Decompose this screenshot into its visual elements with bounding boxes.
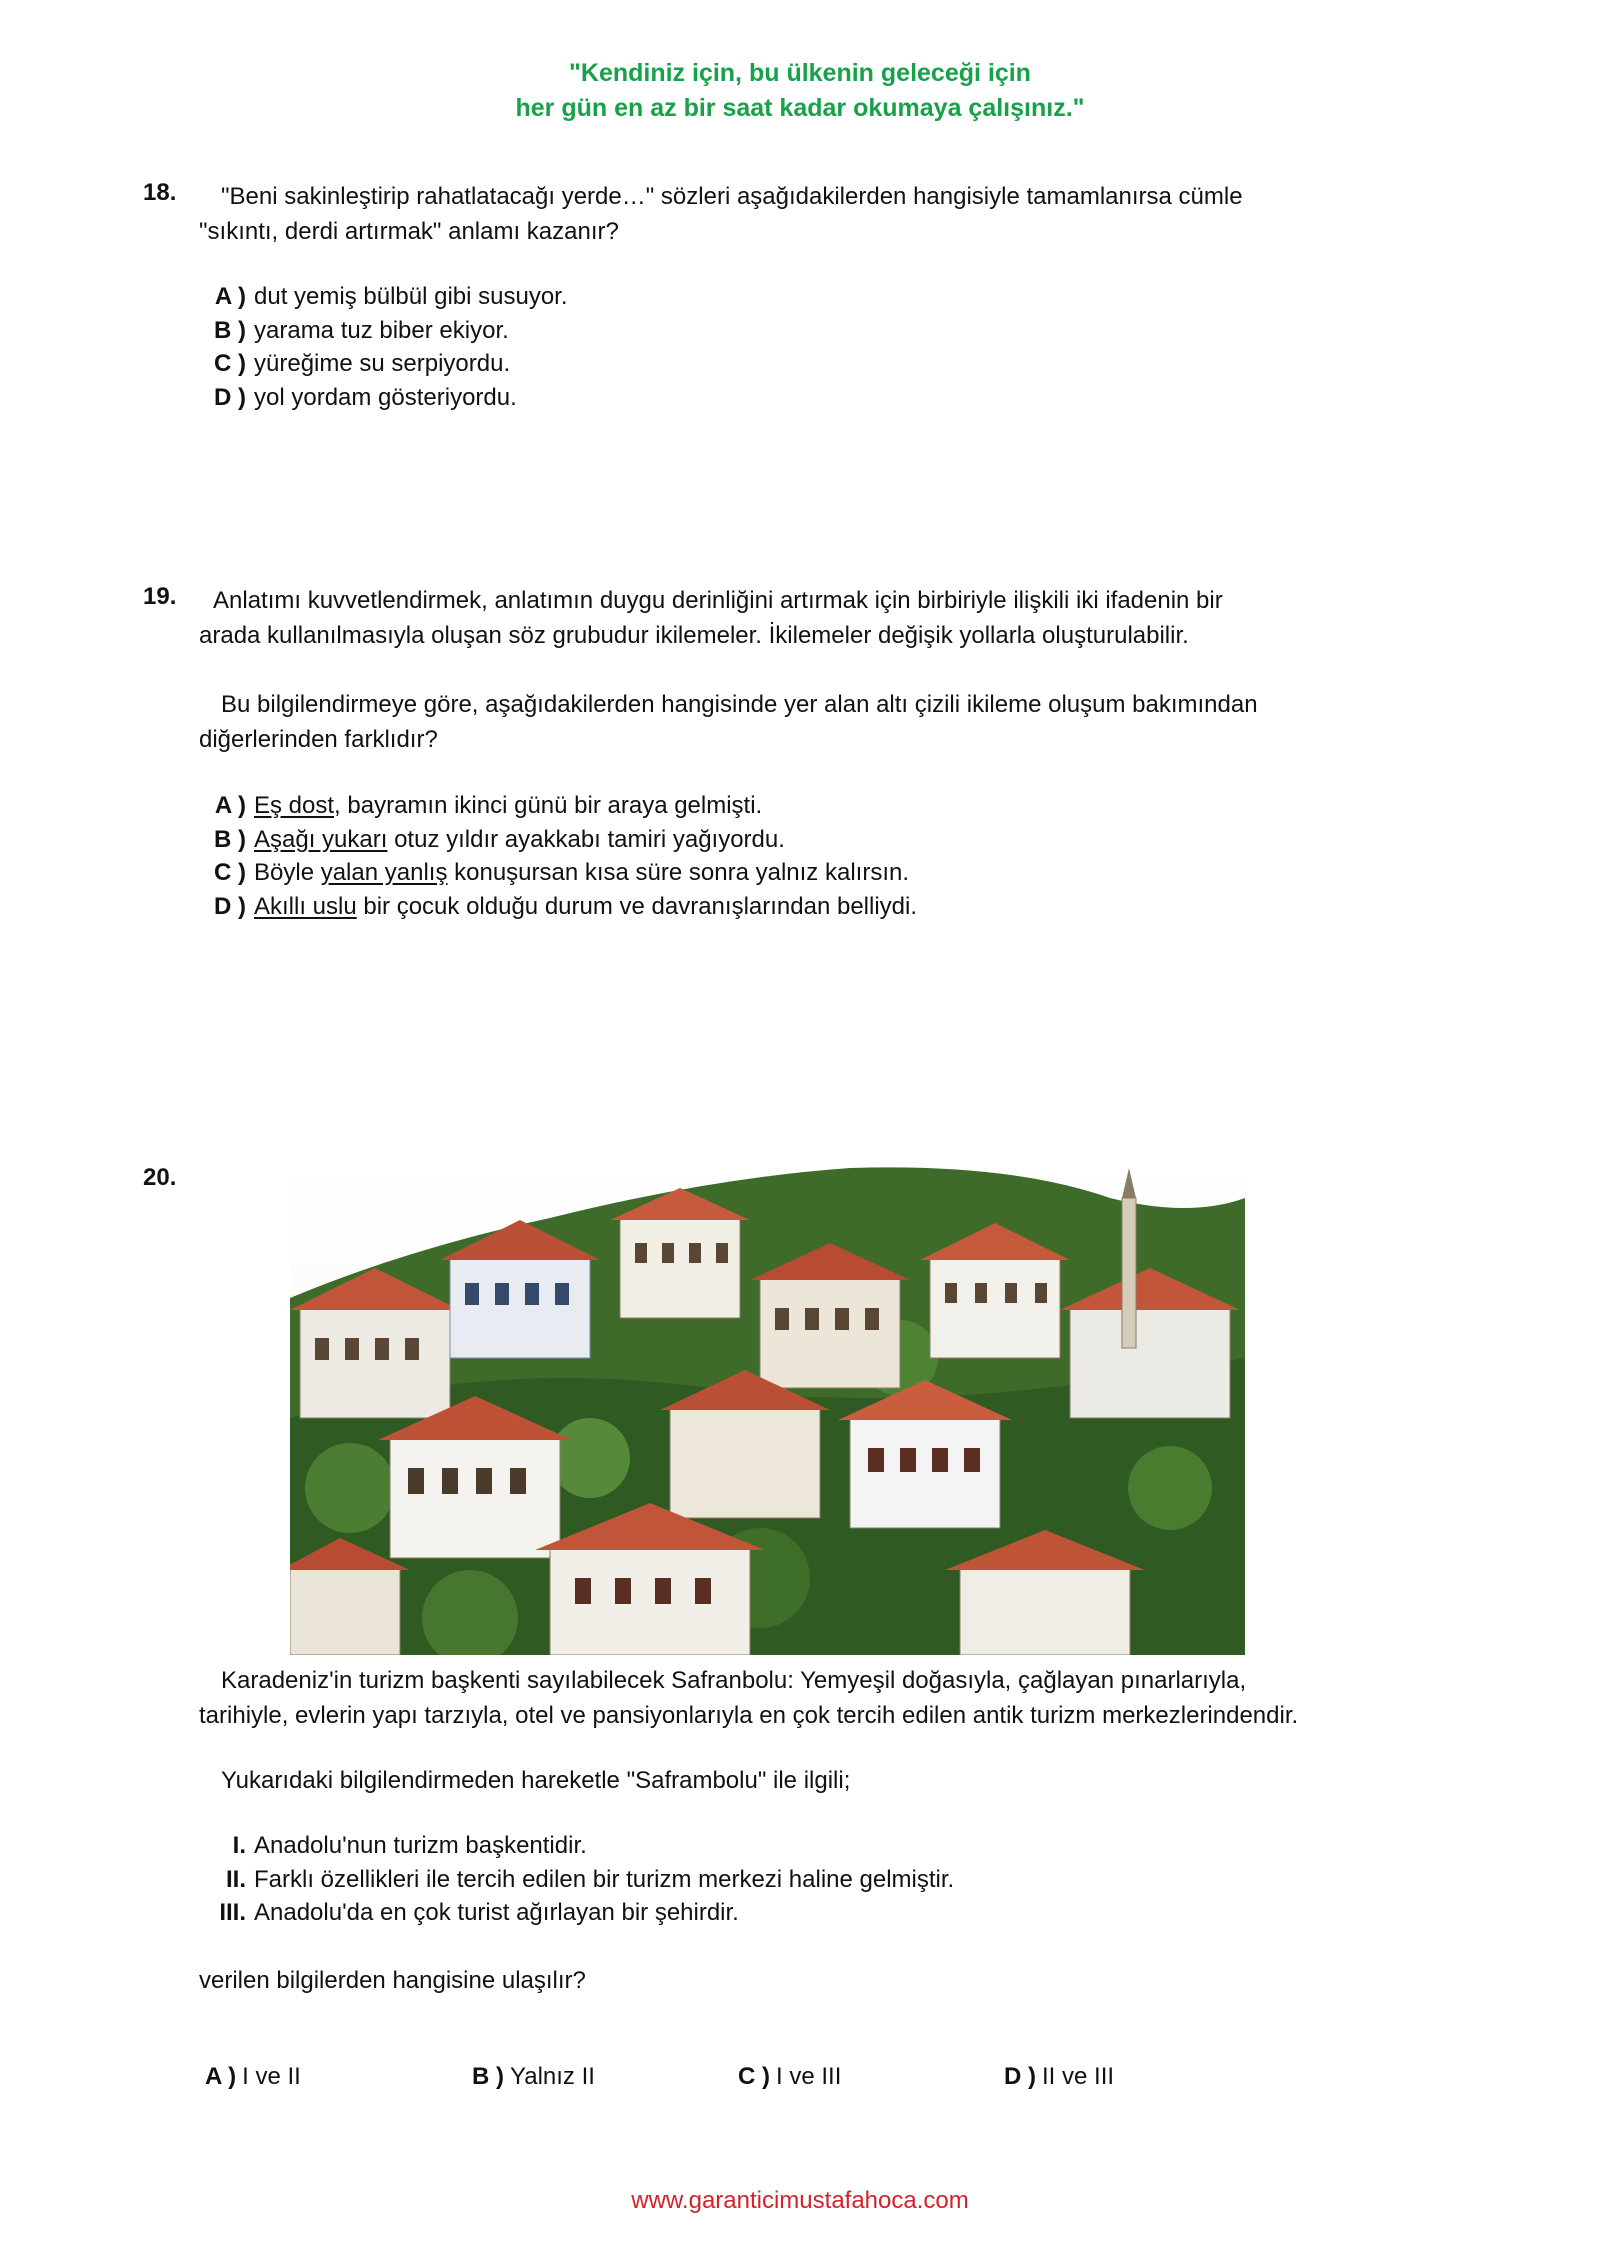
question-19-option-b[interactable]: B ) Aşağı yukarı otuz yıldır ayakkabı tamiri yağıyordu. [199,823,917,857]
question-19-info-line-2: arada kullanılmasıyla oluşan söz grubudur ikilemeler. İkilemeler değişik yollarla oluşturulabilir. [199,622,1189,649]
footer-website-link[interactable]: www.garanticimustafahoca.com [631,2187,969,2214]
question-20-question: verilen bilgilerden hangisine ulaşılır? [199,1967,586,1994]
question-18-stem [199,179,1459,249]
underlined-reduplication: yalan yanlış [320,859,448,886]
question-19-option-c[interactable]: C ) Böyle yalan yanlış konuşursan kısa süre sonra yalnız kalırsın. [199,856,917,890]
question-18-stem-line-2: "sıkıntı, derdi artırmak" anlamı kazanır? [199,218,619,245]
question-20-option-d[interactable]: D ) II ve III [1004,2063,1115,2090]
question-20-statements [199,1829,954,1930]
header-motto [0,56,1600,126]
statement-1: I. Anadolu'nun turizm başkentidir. [232,1832,587,1859]
question-20-number: 20. [143,1164,177,1191]
underlined-reduplication: Eş dost [254,792,335,819]
statement-3: III. Anadolu'da en çok turist ağırlayan bir şehirdir. [219,1899,739,1926]
question-19-stem-line-2: diğerlerinden farklıdır? [199,726,438,753]
question-20-option-b[interactable]: B ) Yalnız II [472,2063,595,2090]
question-18-option-d[interactable]: D ) yol yordam gösteriyordu. [214,383,517,411]
underlined-reduplication: Aşağı yukarı [254,825,388,853]
motto-line-1: "Kendiniz için, bu ülkenin geleceği için [569,59,1031,87]
motto-line-2: her gün en az bir saat kadar okumaya çalışınız." [515,94,1085,122]
question-18-options [199,280,568,414]
question-18-option-b[interactable]: B ) yarama tuz biber ekiyor. [214,316,509,344]
question-20-info-line-2: tarihiyle, evlerin yapı tarzıyla, otel ve pansiyonlarıyla en çok tercih edilen antik turizm merkezlerindendir. [199,1702,1299,1729]
question-20-stem: Yukarıdaki bilgilendirmeden hareketle "Saframbolu" ile ilgili; [221,1767,851,1794]
question-20-option-c[interactable]: C ) I ve III [738,2063,842,2090]
question-19-options [199,789,917,923]
question-19-info-line-1: Anlatımı kuvvetlendirmek, anlatımın duygu derinliğini artırmak için birbiriyle ilişkili iki ifadenin bir [213,587,1223,614]
question-18-option-a[interactable]: A ) dut yemiş bülbül gibi susuyor. [214,283,568,310]
question-20-info-line-1: Karadeniz'in turizm başkenti sayılabilecek Safranbolu: Yemyeşil doğasıyla, çağlayan pınarlarıyla, [221,1667,1247,1694]
question-19-stem [199,687,1459,757]
question-20-option-a[interactable]: A ) I ve II [205,2063,301,2090]
question-18-stem-line-1: "Beni sakinleştirip rahatlatacağı yerde…" sözleri aşağıdakilerden hangisiyle tamamlanırsa cümle [221,183,1243,210]
question-18-option-c[interactable]: C ) yüreğime su serpiyordu. [214,350,511,377]
question-19-number: 19. [143,583,177,610]
question-19-option-d[interactable]: D ) Akıllı uslu bir çocuk olduğu durum ve davranışlarından belliydi. [199,890,917,924]
underlined-reduplication: Akıllı uslu [254,892,357,920]
question-19-info [199,583,1459,653]
statement-2: II. Farklı özellikleri ile tercih edilen bir turizm merkezi haline gelmiştir. [225,1865,955,1893]
question-20-info [199,1663,1459,1733]
question-18-number: 18. [143,179,177,206]
question-19-stem-line-1: Bu bilgilendirmeye göre, aşağıdakilerden hangisinde yer alan altı çizili ikileme oluşum bakımından [221,691,1258,718]
safranbolu-houses-photo [290,1158,1245,1655]
question-19-option-a[interactable]: A ) Eş dost , bayramın ikinci günü bir araya gelmişti. [199,789,917,823]
